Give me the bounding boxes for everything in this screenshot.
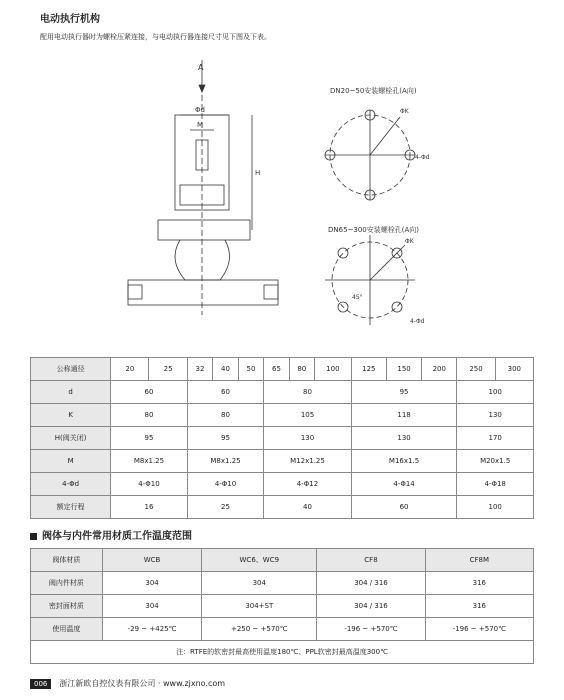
table-cell: 95 <box>111 427 188 450</box>
table-cell: 4-Φ12 <box>264 473 351 496</box>
row-label: 额定行程 <box>31 496 111 519</box>
section-title <box>30 527 192 542</box>
row-label: H(阀关闭) <box>31 427 111 450</box>
row-label: d <box>31 381 111 404</box>
table-cell: M16x1.5 <box>351 450 457 473</box>
table-cell: 4-Φ10 <box>187 473 264 496</box>
table-row <box>31 404 534 427</box>
row-label: 阀内件材质 <box>31 572 103 595</box>
table-header-row <box>31 549 534 572</box>
table-cell: 60 <box>351 496 457 519</box>
table-header-cell: 阀体材质 <box>31 549 103 572</box>
intro-text: 配用电动执行器时为螺栓压紧连接，与电动执行器连接尺寸见下图及下表。 <box>40 33 271 41</box>
angle-label: 45° <box>352 294 363 301</box>
table-cell: M8x1.25 <box>187 450 264 473</box>
table-cell: 4-Φ10 <box>111 473 188 496</box>
view2-title: DN65~300安装螺栓孔(A向) <box>328 226 420 234</box>
table-cell: M8x1.25 <box>111 450 188 473</box>
table-cell: 20 <box>111 358 149 381</box>
table-cell: 65 <box>264 358 289 381</box>
table-cell: 4-Φ18 <box>457 473 534 496</box>
table-cell: 32 <box>187 358 213 381</box>
footer <box>30 678 225 689</box>
table-note: 注：RTFE的软密封最高使用温度180℃、PPL软密封最高温度300℃ <box>31 641 534 664</box>
table-cell: 200 <box>422 358 457 381</box>
table-row <box>31 473 534 496</box>
table-cell: -29 ~ +425℃ <box>102 618 201 641</box>
view1-title: DN20~50安装螺栓孔(A向) <box>330 87 417 95</box>
page-number: 006 <box>30 679 51 689</box>
material-table <box>30 548 534 664</box>
table-header-cell: CF8M <box>425 549 533 572</box>
table-cell: -196 ~ +570℃ <box>425 618 533 641</box>
table-cell: 100 <box>457 496 534 519</box>
table-cell: 304 <box>202 572 317 595</box>
arrow-label: A <box>198 63 204 72</box>
phi-k-2: ΦK <box>405 238 414 245</box>
hole-label-2: 4-Φd <box>410 318 425 325</box>
row-label: K <box>31 404 111 427</box>
table-cell: 316 <box>425 572 533 595</box>
table-row <box>31 358 534 381</box>
table-cell: 100 <box>457 381 534 404</box>
table-cell: 95 <box>351 381 457 404</box>
table-cell: +250 ~ +570℃ <box>202 618 317 641</box>
table-row <box>31 572 534 595</box>
table-cell: 130 <box>264 427 351 450</box>
table-cell: 250 <box>457 358 495 381</box>
company-name: 浙江新欧自控仪表有限公司 · <box>59 679 161 688</box>
table-header-cell: WCB <box>102 549 201 572</box>
table-header-cell: CF8 <box>317 549 425 572</box>
table-cell: 25 <box>187 496 264 519</box>
table-cell: 304 / 316 <box>317 595 425 618</box>
table-cell: 300 <box>495 358 533 381</box>
table-row <box>31 427 534 450</box>
table-cell: 80 <box>111 404 188 427</box>
table-cell: 150 <box>386 358 421 381</box>
section-title-text: 阀体与内件常用材质工作温度范围 <box>42 531 192 542</box>
h-label: H <box>255 169 261 177</box>
table-cell: M12x1.25 <box>264 450 351 473</box>
phi-d-label: Φd <box>195 106 205 114</box>
table-cell: 40 <box>264 496 351 519</box>
table-cell: 316 <box>425 595 533 618</box>
table-cell: 40 <box>213 358 239 381</box>
table-row <box>31 618 534 641</box>
table-cell: M20x1.5 <box>457 450 534 473</box>
table-cell: 170 <box>457 427 534 450</box>
actuator-drawing <box>40 55 530 350</box>
table-cell: 95 <box>187 427 264 450</box>
table-cell: 105 <box>264 404 351 427</box>
table-cell: -196 ~ +570℃ <box>317 618 425 641</box>
table-cell: 80 <box>187 404 264 427</box>
table-note-row <box>31 641 534 664</box>
table-cell: 60 <box>187 381 264 404</box>
row-label: M <box>31 450 111 473</box>
table-header-cell: WC6、WC9 <box>202 549 317 572</box>
table-cell: 80 <box>289 358 314 381</box>
table-row <box>31 496 534 519</box>
hole-label-1: 4-Φd <box>415 154 430 161</box>
table-cell: 50 <box>238 358 264 381</box>
bullet-square-icon <box>30 533 37 540</box>
table-row <box>31 595 534 618</box>
table-cell: 25 <box>149 358 187 381</box>
table-row <box>31 381 534 404</box>
table-cell: 100 <box>314 358 351 381</box>
row-label: 4-Φd <box>31 473 111 496</box>
table-cell: 118 <box>351 404 457 427</box>
row-label: 密封面材质 <box>31 595 103 618</box>
page-heading: 电动执行机构 <box>40 14 100 25</box>
table-cell: 4-Φ14 <box>351 473 457 496</box>
phi-k-1: ΦK <box>400 108 409 115</box>
table-cell: 304 <box>102 572 201 595</box>
table-cell: 304 / 316 <box>317 572 425 595</box>
table-cell: 80 <box>264 381 351 404</box>
table-cell: 60 <box>111 381 188 404</box>
table-cell: 125 <box>351 358 386 381</box>
row-label: 公称通径 <box>31 358 111 381</box>
table-cell: 16 <box>111 496 188 519</box>
row-label: 使用温度 <box>31 618 103 641</box>
table-cell: 130 <box>457 404 534 427</box>
table-cell: 304+ST <box>202 595 317 618</box>
website-link[interactable]: www.zjxno.com <box>163 679 226 688</box>
table-cell: 304 <box>102 595 201 618</box>
table-row <box>31 450 534 473</box>
table-cell: 130 <box>351 427 457 450</box>
dimension-table <box>30 357 534 519</box>
m-label: M <box>197 121 204 129</box>
